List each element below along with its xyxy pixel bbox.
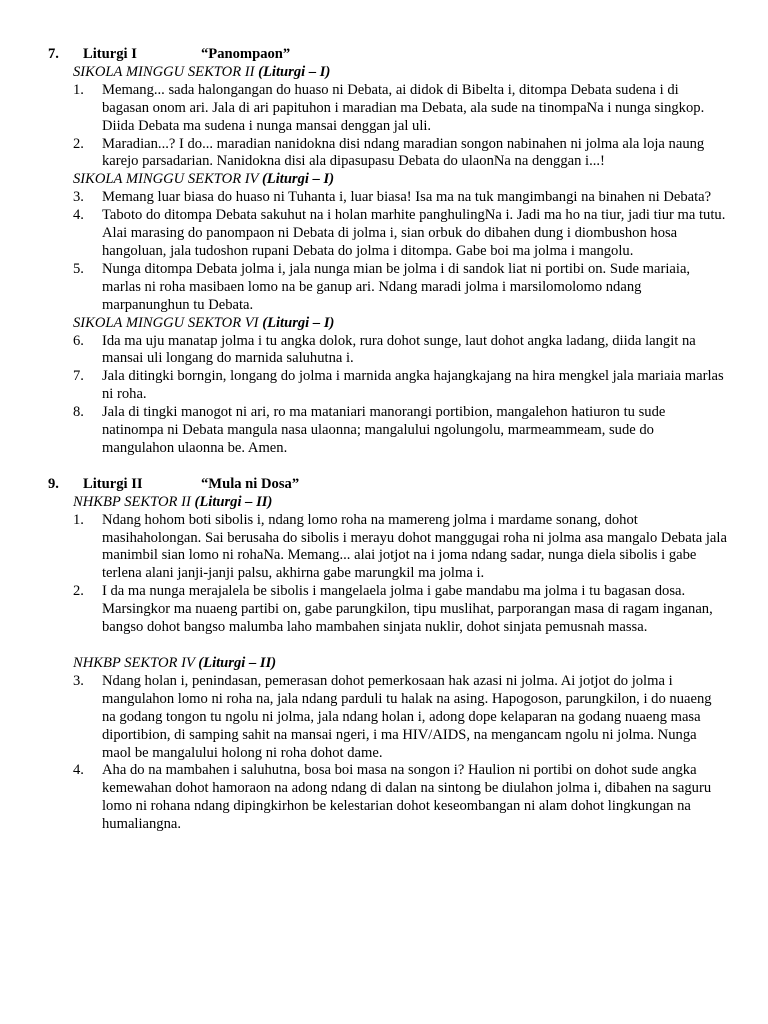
list-item: 2. I da ma nunga merajalela be sibolis i mangelaela jolma i gabe mandabu ma jolma i tu bagasan dosa. Marsingkor ma nuaeng partibi on, gabe parungkilon, tipu muslihat, parporangan masa di ragam inganan, bangso dohot bangso malumba laho mambahen sinjata nuklir, dohot sinjata pemusnah massa. bbox=[73, 583, 713, 636]
list-item: 8. Jala di tingki manogot ni ari, ro ma mataniari manorangi portibion, mangalehon hatiuron tu sude natinompa ni Debata mangula nasa ulaonna; mangalului ngolungolu, marmeammeam, sude do mangulahon ulaonna be. Amen. bbox=[73, 404, 666, 456]
section-title: “Panompaon” bbox=[201, 46, 291, 62]
section-number: 9. bbox=[48, 475, 59, 492]
list-item: 2. Maradian...? I do... maradian nanidokna disi ndang maradian songon nabinahen ni jolma ala loja naung karejo parsadarian. Nanidokna disi ala dipasupasu Debata do ulaonNa na denggan i...! bbox=[73, 135, 705, 170]
list-item: 7. Jala ditingki borngin, longang do jolma i marnida angka hajangkajang na hira mengkel jala mariaia marlas ni roha. bbox=[73, 368, 724, 403]
sector-heading: SIKOLA MINGGU SEKTOR II (Liturgi – I) bbox=[73, 63, 331, 80]
section-liturgy: Liturgi II bbox=[83, 475, 143, 492]
list-item: 3. Ndang holan i, penindasan, pemerasan dohot pemerkosaan hak azasi ni jolma. Ai jotjot do jolma i mangulahon lomo ni roha na, jala ndang parduli tu halak na asing. Hapogoson, parungkilon, i do nuaeng na godang tongon tu ngolu ni jolma, jala ndang holan i, adong dope kelaparan na godang nuaeng masa diportibion, di samping sahit na mansai ngeri, i ma HIV/AIDS, na mengancam ngolu ni jolma. Nunga maol be mangalului holong ni roha dohot dame. bbox=[73, 672, 712, 761]
list-item: 4. Taboto do ditompa Debata sakuhut na i holan marhite panghulingNa i. Jadi ma ho na tiur, jadi tiur ma tutu. Alai marasing do panompaon ni Debata di jolma i, sian orbuk do dibahen dung i diombushon hosa hangoluan, jala tudoshon rupani Debata do jolma i ditompa. Gabe boi ma jolma i mangolu. bbox=[73, 207, 726, 259]
list-item: 1. Ndang hohom boti sibolis i, ndang lomo roha na mamereng jolma i mardame sonang, dohot masihaholongan. Sai berusaha do sibolis i merayu dohot manggugai roha ni jolma asa mangalo Debata jala manimbil sian lomo ni rohaNa. Memang... alai jotjot na i joma ndang sadar, nunga diela sibolis i gabe terlena alani janji-janji palsu, akhirna gabe marungkil ma jolma i. bbox=[73, 511, 727, 582]
section-liturgy: Liturgi I bbox=[83, 46, 137, 62]
section-number: 7. bbox=[48, 46, 59, 62]
list-item: 6. Ida ma uju manatap jolma i tu angka dolok, rura dohot sunge, laut dohot angka ladang, diida langit na mansai uli longang do marnida saluhutna i. bbox=[73, 332, 696, 367]
list-item: 1. Memang... sada halongangan do huaso ni Debata, ai didok di Bibelta i, ditompa Debata sudena i di bagasan onom ari. Jala di ari papituhon i maradian ma Debata, ala sude na tinompaNa i nunga singkop. Diida Debata ma sudena i nunga mansai denggan jal uli. bbox=[73, 81, 705, 134]
list-item: 5. Nunga ditompa Debata jolma i, jala nunga mian be jolma i di sandok liat ni portibi on. Sude mariaia, marlas ni roha masibaen lomo na be ganup ari. Ndang maradi jolma i marsilomolomo ndang marpanunghun tu Debata. bbox=[73, 260, 691, 313]
spacer bbox=[48, 637, 728, 655]
sector-heading: SIKOLA MINGGU SEKTOR IV (Liturgi – I) bbox=[73, 171, 335, 188]
section-title: “Mula ni Dosa” bbox=[201, 475, 300, 492]
spacer bbox=[48, 458, 728, 476]
sector-heading: SIKOLA MINGGU SEKTOR VI (Liturgi – I) bbox=[73, 314, 335, 331]
section-heading bbox=[48, 46, 728, 64]
list-item: 4. Aha do na mambahen i saluhutna, bosa boi masa na songon i? Haulion ni portibi on dohot sude angka kemewahan dohot hamoraon na adong ndang di dalan na sintong be diulahon jolma i, dibahen na saguru lomo ni rohana ndang dipingkirhon be kelestarian dohot keseombangan ni alam dohot lingkungan na humaliangna. bbox=[73, 762, 712, 833]
section-heading bbox=[48, 476, 728, 494]
sector-heading: NHKBP SEKTOR IV (Liturgi – II) bbox=[73, 655, 277, 671]
list-item: 3. Memang luar biasa do huaso ni Tuhanta i, luar biasa! Isa ma na tuk mangimbangi na binahen ni Debata? bbox=[73, 189, 712, 206]
sector-heading: NHKBP SEKTOR II (Liturgi – II) bbox=[73, 493, 273, 510]
